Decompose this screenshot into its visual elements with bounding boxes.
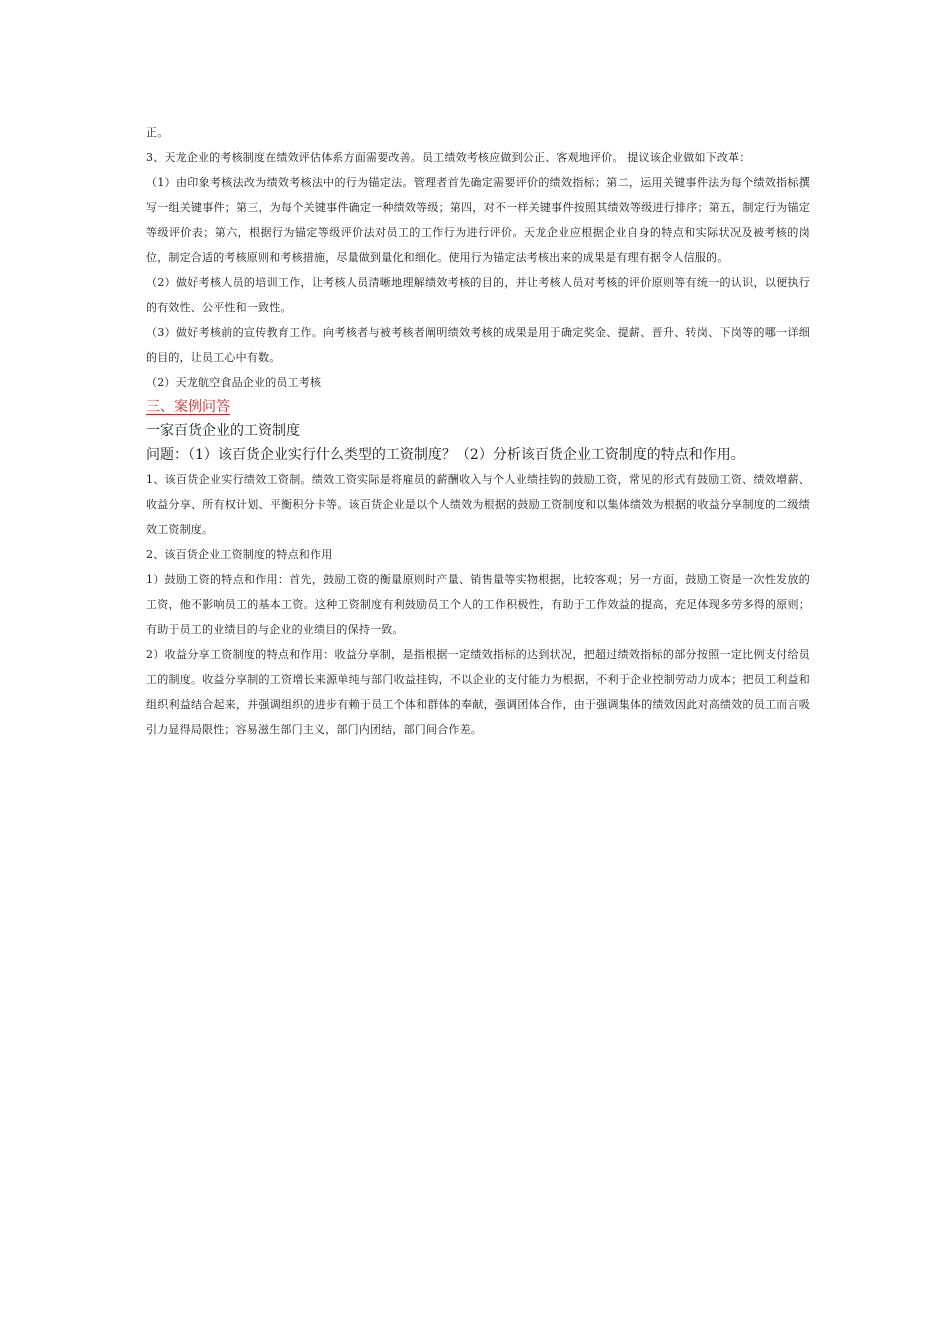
document-page xyxy=(146,120,810,742)
paragraph-case-subtitle: （2）天龙航空食品企业的员工考核 xyxy=(146,376,322,389)
paragraph-reform-2: （2）做好考核人员的培训工作，让考核人员清晰地理解绩效考核的目的，并让考核人员对考核的评价原则等有统一的认识，以便执行的有效性、公平性和一致性。 xyxy=(146,276,810,314)
answer-paragraph-2-1: 1）鼓励工资的特点和作用：首先，鼓励工资的衡量原则时产量、销售量等实物根据，比较客观；另一方面，鼓励工资是一次性发放的工资，他不影响员工的基本工资。这种工资制度有利鼓励员工个人的工作积极性，有助于工作效益的提高，充足体现多劳多得的原则；有助于员工的业绩目的与企业的业绩目的保持一致。 xyxy=(146,573,810,636)
case-title: 一家百货企业的工资制度 xyxy=(146,423,300,439)
paragraph-reform-1: （1）由印象考核法改为绩效考核法中的行为锚定法。管理者首先确定需要评价的绩效指标；第二，运用关键事件法为每个绩效指标撰写一组关键事件；第三，为每个关键事件确定一种绩效等级；第四，对不一样关键事件按照其绩效等级进行排序；第五，制定行为锚定等级评价表；第六，根据行为锚定等级评价法对员工的工作行为进行评价。天龙企业应根据企业自身的特点和实际状况及被考核的岗位，制定合适的考核原则和考核措施，尽量做到量化和细化。使用行为锚定法考核出来的成果是有理有据令人信服的。 xyxy=(146,176,810,264)
section-heading[interactable]: 三、案例问答 xyxy=(146,399,230,415)
question-text: 问题：（1）该百货企业实行什么类型的工资制度？（2）分析该百货企业工资制度的特点和作用。 xyxy=(146,447,745,463)
paragraph-reform-3: （3）做好考核前的宣传教育工作。向考核者与被考核者阐明绩效考核的成果是用于确定奖金、提薪、晋升、转岗、下岗等的哪一详细的目的，让员工心中有数。 xyxy=(146,326,810,364)
paragraph-continuation: 正。 xyxy=(146,126,169,139)
answer-paragraph-2-2: 2）收益分享工资制度的特点和作用：收益分享制，是指根据一定绩效指标的达到状况，把超过绩效指标的部分按照一定比例支付给员工的制度。收益分享制的工资增长来源单纯与部门收益挂钩，不以企业的支付能力为根据，不利于企业控制劳动力成本；把员工利益和组织利益结合起来，并强调组织的进步有赖于员工个体和群体的奉献，强调团体合作，由于强调集体的绩效因此对高绩效的员工而言吸引力显得局限性；容易滋生部门主义，部门内团结，部门间合作差。 xyxy=(146,648,810,736)
answer-paragraph-2: 2、该百货企业工资制度的特点和作用 xyxy=(146,548,333,561)
paragraph-point-3: 3、天龙企业的考核制度在绩效评估体系方面需要改善。员工绩效考核应做到公正、客观地评价。 提议该企业做如下改革： xyxy=(146,151,751,164)
answer-paragraph-1: 1、该百货企业实行绩效工资制。绩效工资实际是将雇员的薪酬收入与个人业绩挂钩的鼓励工资，常见的形式有鼓励工资、绩效增薪、收益分享、所有权计划、平衡积分卡等。该百货企业是以个人绩效为根据的鼓励工资制度和以集体绩效为根据的收益分享制度的二级绩效工资制度。 xyxy=(146,473,810,536)
